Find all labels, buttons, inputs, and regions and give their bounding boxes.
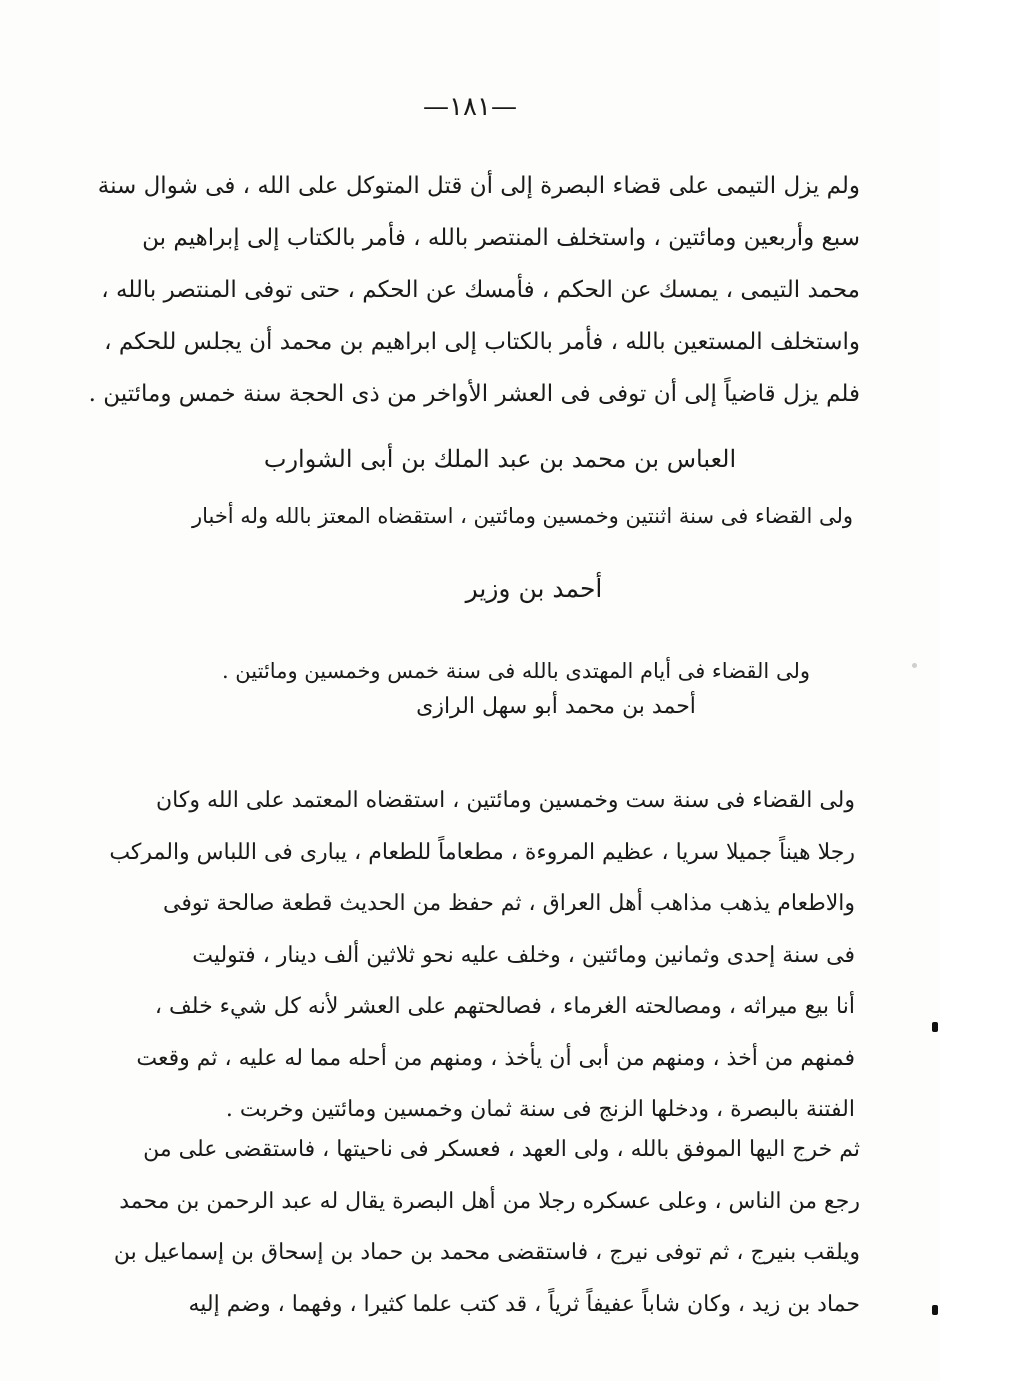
text-line: الفتنة بالبصرة ، ودخلها الزنج فى سنة ثمان وخمسين ومائتين وخربت . <box>225 1097 855 1122</box>
text-line: فلم يزل قاضياً إلى أن توفى فى العشر الأواخر من ذى الحجة سنة خمس ومائتين . <box>88 381 860 407</box>
text-line: ولى القضاء فى أيام المهتدى بالله فى سنة خمس وخمسين ومائتين . <box>221 659 810 683</box>
paragraph-ahmad-ibn-wazir <box>221 650 810 692</box>
text-line: رجع من الناس ، وعلى عسكره رجلا من أهل البصرة يقال له عبد الرحمن بن محمد <box>119 1188 860 1214</box>
heading-abbas-ibn-muhammad: العباس بن محمد بن عبد الملك بن أبى الشوارب <box>263 445 737 473</box>
text-line: محمد التيمى ، يمسك عن الحكم ، فأمسك عن الحكم ، حتى توفى المنتصر بالله ، <box>101 277 860 303</box>
text-line: ولى القضاء فى سنة ست وخمسين ومائتين ، استقضاه المعتمد على الله وكان <box>156 788 855 813</box>
text-line: سبع وأربعين ومائتين ، واستخلف المنتصر بالله ، فأمر بالكتاب إلى إبراهيم بن <box>142 225 860 251</box>
page-number: —١٨١— <box>423 92 517 122</box>
text-line: واستخلف المستعين بالله ، فأمر بالكتاب إلى ابراهيم بن محمد أن يجلس للحكم ، <box>104 329 860 355</box>
heading-ahmad-ibn-wazir: أحمد بن وزير <box>465 574 603 603</box>
text-line: ولم يزل التيمى على قضاء البصرة إلى أن قتل المتوكل على الله ، فى شوال سنة <box>97 173 860 199</box>
text-line: أنا بيع ميراثه ، ومصالحته الغرماء ، فصالحتهم على العشر لأنه كل شيء خلف ، <box>154 994 855 1019</box>
paragraph-muwaffaq-appointments <box>113 1124 860 1330</box>
margin-mark <box>932 1022 938 1032</box>
margin-mark <box>932 1305 938 1315</box>
text-line: والاطعام يذهب مذاهب أهل العراق ، ثم حفظ من الحديث قطعة صالحة توفى <box>163 891 855 916</box>
heading-ahmad-abu-sahl-al-razi: أحمد بن محمد أبو سهل الرازى <box>416 694 696 719</box>
text-line: فمنهم من أخذ ، ومنهم من أبى أن يأخذ ، ومنهم من أحله مما له عليه ، ثم وقعت <box>136 1045 855 1071</box>
paper-speck <box>912 663 917 668</box>
paragraph-tamimi-tenure <box>88 160 860 420</box>
text-line: رجلا هيناً جميلا سريا ، عظيم المروءة ، مطعاماً للطعام ، يبارى فى اللباس والمركب <box>109 839 855 865</box>
text-line: ويلقب بنيرج ، ثم توفى نيرج ، فاستقضى محمد بن حماد بن إسحاق بن إسماعيل بن <box>113 1240 860 1265</box>
paragraph-abbas-appointment <box>191 496 853 536</box>
text-line: ولى القضاء فى سنة اثنتين وخمسين ومائتين ، استقضاه المعتز بالله وله أخبار <box>191 504 853 528</box>
paragraph-abu-sahl-biography <box>109 775 855 1136</box>
text-line: ثم خرج اليها الموفق بالله ، ولى العهد ، فعسكر فى ناحيتها ، فاستقضى على من <box>143 1137 860 1162</box>
text-line: حماد بن زيد ، وكان شاباً عفيفاً ثرياً ، قد كتب علما كثيرا ، وفهما ، وضم إليه <box>188 1291 860 1317</box>
text-line: فى سنة إحدى وثمانين ومائتين ، وخلف عليه نحو ثلاثين ألف دينار ، فتوليت <box>192 942 855 968</box>
